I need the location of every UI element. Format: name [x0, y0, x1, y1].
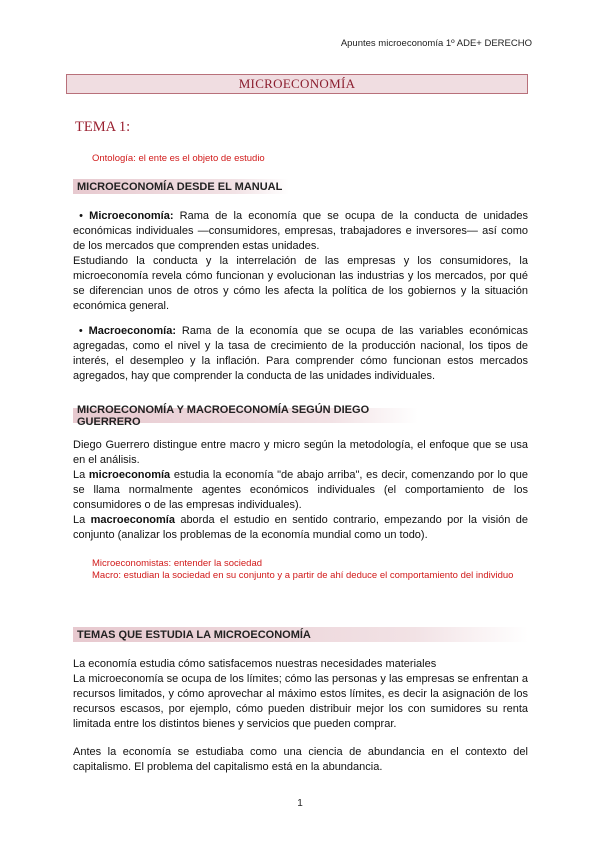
macro-bold-term: macroeconomía [90, 514, 175, 526]
macro-description: aborda el estudio en sentido contrario, empezando por la visión de conjunto (analizar los problemas de la economía mundial como un todo). [73, 514, 528, 541]
page-number: 1 [297, 798, 303, 809]
micro-description: estudia la economía "de abajo arriba", es decir, comenzando por lo que se llama normalmente agentes económicos individuales (el comportamiento de los consumidores o de las empresas individuales). [73, 469, 528, 511]
macro-definition: Rama de la economía que se ocupa de las variables económicas agregadas, como el nivel y la tasa de crecimiento de la producción nacional, los tipos de interés, el desempleo y la inflación. Para comprender cómo funcionan estos mercados agregados, hay que comprender la conducta de las unidades individuales. [73, 325, 528, 382]
note-microeconomistas: Microeconomistas: entender la sociedad [92, 558, 263, 569]
ontology-note: Ontología: el ente es el objeto de estudio [92, 153, 265, 164]
micro-bold-term: microeconomía [88, 469, 171, 481]
temas-line-1: La economía estudia cómo satisfacemos nuestras necesidades materiales [73, 658, 437, 670]
section-heading-temas: TEMAS QUE ESTUDIA LA MICROECONOMÍA [73, 627, 528, 642]
micro-definition-paragraph [73, 209, 528, 314]
temas-line-2: La microeconomía se ocupa de los límites; cómo las personas y las empresas se enfrentan a recursos limitados, y cómo aprovechar al máximo estos límites, es decir la asignación de los recursos escasos, por ejemplo, cómo pueden distribuir mejor los con sumidores su renta limitada entre los distintos bienes y servicios que pueden comprar. [73, 673, 528, 730]
micro-term: Microeconomía: [89, 210, 174, 222]
bullet: • [79, 210, 84, 222]
guerrero-paragraph [73, 438, 528, 543]
temas-paragraph [73, 657, 528, 732]
macro-definition-paragraph [73, 324, 528, 384]
guerrero-notes [92, 558, 528, 582]
running-header: Apuntes microeconomía 1º ADE+ DERECHO [340, 38, 532, 49]
section-heading-manual: MICROECONOMÍA DESDE EL MANUAL [73, 179, 289, 194]
document-title: MICROECONOMÍA [66, 74, 528, 94]
tema-heading: TEMA 1: [75, 119, 131, 135]
micro-definition: Rama de la economía que se ocupa de la conducta de unidades económicas individuales —consumidores, empresas, trabajadores e inversores— así como de los mercados que comprenden estas unidades. [73, 210, 529, 252]
text-run: La [73, 514, 91, 526]
temas-line-3: Antes la economía se estudiaba como una ciencia de abundancia en el contexto del capitalismo. El problema del capitalismo está en la abundancia. [73, 746, 528, 773]
micro-extra: Estudiando la conducta y la interrelación de las empresas y los consumidores, la microeconomía revela cómo funcionan y evolucionan las industrias y los mercados, por qué se diferencian unos de otros y cómo les afecta la política de los gobiernos y la situación económica general. [73, 255, 528, 312]
bullet: • [78, 325, 83, 337]
macro-term: Macroeconomía: [88, 325, 177, 337]
note-macro: Macro: estudian la sociedad en su conjunto y a partir de ahí deduce el comportamiento del individuo [92, 570, 514, 581]
capitalism-paragraph [73, 745, 528, 775]
guerrero-intro: Diego Guerrero distingue entre macro y micro según la metodología, el enfoque que se usa en el análisis. [73, 439, 528, 466]
section-heading-guerrero: MICROECONOMÍA Y MACROECONOMÍA SEGÚN DIEGO GUERRERO [73, 408, 418, 423]
text-run: La [73, 469, 89, 481]
